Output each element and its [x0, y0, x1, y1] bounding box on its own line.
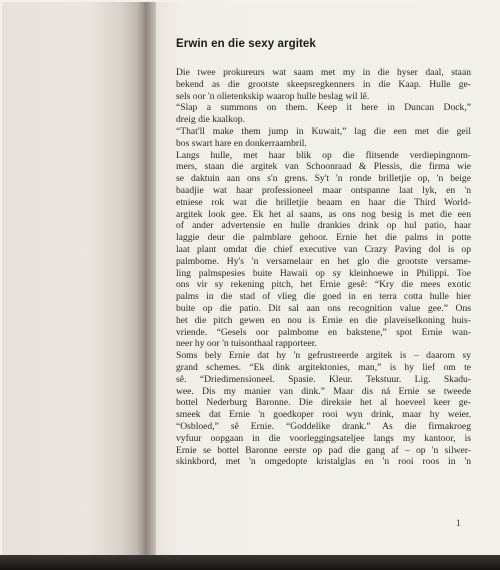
text-line: etniese rok wat die brilletjie beaam en haar die Third World-: [176, 196, 471, 208]
text-line: mers, staan die argitek van Schoonraad & Plessis, die firma wie: [176, 161, 471, 173]
text-line: sê. “Driedimensioneel. Spasie. Kleur. Tekstuur. Lig. Skadu-: [176, 373, 471, 385]
text-line: het die pitch gewen en nou is Ernie en die plaveiselkoning huis-: [176, 314, 471, 326]
text-line: Ernie se bottel Baronne eerste op pad die gang af – op 'n silwer-: [176, 444, 471, 456]
body-text: [176, 67, 471, 468]
text-line: sels oor 'n olietenkskip waarop hulle beslag wil lê.: [176, 90, 370, 102]
text-line: buite op die patio. Dit sal aan ons recognition value gee.” Ons: [176, 302, 471, 314]
text-line: smeek dat Ernie 'n goedkoper rooi wyn drink, maar hy weier.: [176, 409, 471, 421]
text-line: “That'll make them jump in Kuwait,” lag die een met die geil: [176, 125, 471, 137]
chapter-title: Erwin en die sexy argitek: [176, 38, 316, 50]
text-line: of ander advertensie en hulle drankies drink op hul patio, haar: [176, 220, 471, 232]
text-line: ons vir sy rekening pitch, het Ernie gesê: “Kry die mees exotic: [176, 279, 471, 291]
text-line: bos swart hare en donkerraambril.: [176, 137, 307, 149]
text-line: argitek look gee. Ek het al saans, as ons nog besig is met die een: [176, 208, 471, 220]
text-line: palms in die stad of vlieg die goed in en terra cotta hulle hier: [176, 291, 471, 303]
page-number: 1: [456, 518, 461, 528]
text-line: laggie deur die palmblare gehoor. Ernie het die palms in potte: [176, 232, 471, 244]
text-line: se daktuin aan ons s'n grens. Sy't 'n ronde brilletjie op, 'n beige: [176, 173, 471, 185]
text-line: palmbome. Hy's 'n versamelaar en het glo die grootste versame-: [176, 255, 471, 267]
book-gutter: [138, 2, 156, 555]
scan-bottom-edge: [0, 555, 500, 570]
text-line: laat plant omdat die chief executive van Crazy Paving dol is op: [176, 243, 471, 255]
text-line: Die twee prokureurs wat saam met my in die hyser daal, staan: [176, 67, 471, 78]
text-line: Soms bely Ernie dat hy 'n gefrustreerde argitek is – daarom sy: [176, 350, 471, 362]
left-page: [2, 2, 142, 555]
text-line: wee. Dis my manier van dink.” Maar dis ná Ernie se tweede: [176, 385, 471, 397]
text-line: bekend as die grootste skeepsregkenners in die Kaap. Hulle ge-: [176, 78, 471, 90]
text-line: grand schemes. “Ek dink argitektonies, man,” is hy lief om te: [176, 361, 471, 373]
text-line: Langs hulle, met haar blik op die flitsende verdiepingnom-: [176, 149, 471, 161]
text-line: baadjie wat haar professioneel maar ontspanne laat lyk, en 'n: [176, 184, 471, 196]
text-line: vyfuur oopgaan in die voorleggingsateljee langs my kantoor, is: [176, 432, 471, 444]
text-line: neer hy oor 'n tuisonthaal rapporteer.: [176, 338, 317, 350]
text-line: skinkbord, met 'n omgedopte kristalglas en 'n rooi roos in 'n: [176, 456, 471, 468]
text-line: ling palmspesies buite Hawaii op sy kleinhoewe in Philippi. Toe: [176, 267, 471, 279]
text-line: vriende. “Gesels oor palmbome en bakstene,” spot Ernie wan-: [176, 326, 471, 338]
text-line: bottel Nederburg Baronne. Die direksie het al hoeveel keer ge-: [176, 397, 471, 409]
text-line: “Osbloed,” sê Ernie. “Goddelike drank.” As die firmakroeg: [176, 420, 471, 432]
text-line: “Slap a summons on them. Keep it here in Duncan Dock,”: [176, 102, 471, 114]
text-line: dreig die kaalkop.: [176, 114, 245, 126]
